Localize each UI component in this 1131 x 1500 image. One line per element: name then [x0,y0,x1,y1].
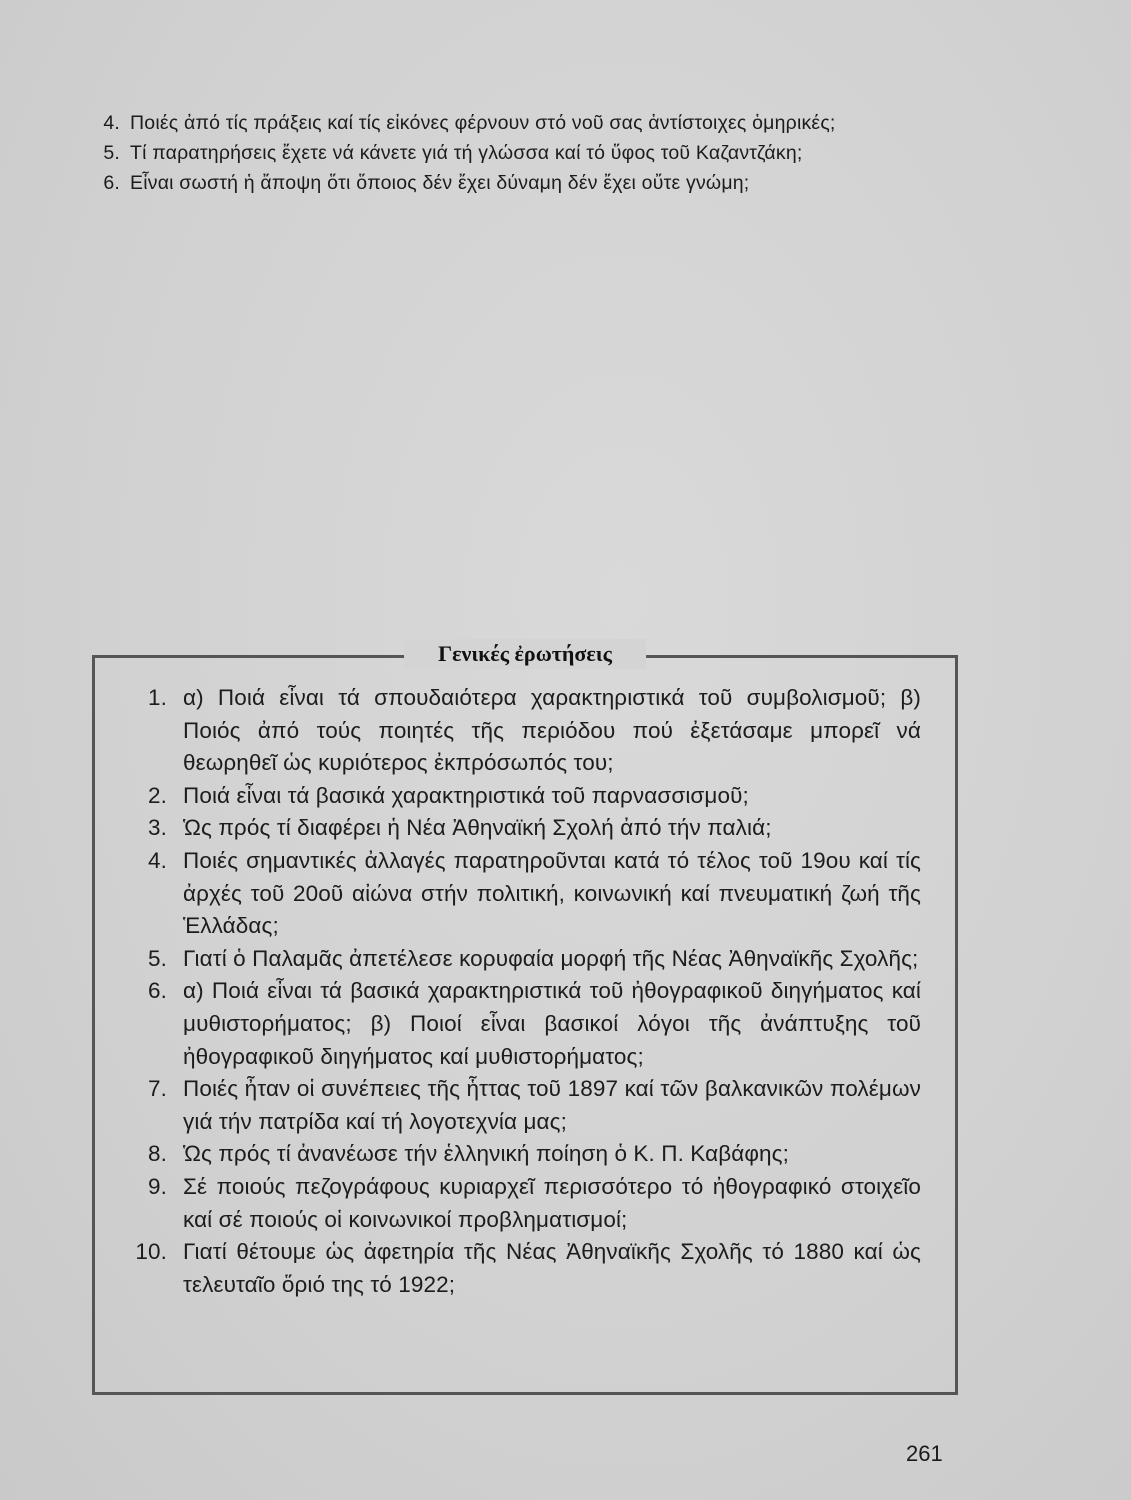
question-text: Ποιές σημαντικές ἀλλαγές παρατηροῦνται κατά τό τέλος τοῦ 19ου καί τίς ἀρχές τοῦ 20οῦ αἰώνα στήν πολιτική, κοινωνική καί πνευματική ζωή τῆς Ἑλλάδας; [183,847,921,939]
question-number: 7. [148,1076,167,1102]
general-question-list [131,682,921,1301]
question-text: α) Ποιά εἶναι τά βασικά χαρακτηριστικά τοῦ ἠθογραφικοῦ διηγήματος καί μυθιστορήματος; β) Ποιοί εἶναι βασικοί λόγοι τῆς ἀνάπτυξης τοῦ ἠθογραφικοῦ διηγήματος καί μυθιστορήματος; [183,978,921,1069]
question-text: Εἶναι σωστή ἡ ἄποψη ὅτι ὅποιος δέν ἔχει δύναμη δέν ἔχει οὔτε γνώμη; [130,172,750,194]
list-item [96,138,976,168]
question-text: Γιατί ὁ Παλαμᾶς ἀπετέλεσε κορυφαία μορφή τῆς Νέας Ἀθηναϊκῆς Σχολῆς; [183,945,919,971]
question-text: Σέ ποιούς πεζογράφους κυριαρχεῖ περισσότερο τό ἠθογραφικό στοιχεῖο καί σέ ποιούς οἱ κοινωνικοί προβληματισμοί; [183,1173,921,1232]
list-item [131,780,921,813]
list-item [131,1138,921,1171]
question-number: 10. [135,1239,167,1265]
list-item [131,975,921,1073]
list-item [131,682,921,780]
general-questions-box [92,641,958,1395]
question-number: 3. [148,815,167,841]
list-item [131,1236,921,1301]
question-number: 9. [148,1173,167,1199]
list-item [131,845,921,943]
question-text: Ποιές ἀπό τίς πράξεις καί τίς εἰκόνες φέρνουν στό νοῦ σας ἀντίστοιχες ὁμηρικές; [130,112,836,134]
question-text: Ὡς πρός τί ἀνανέωσε τήν ἑλληνική ποίηση ὁ Κ. Π. Καβάφης; [183,1141,789,1167]
question-text: Γιατί θέτουμε ὡς ἀφετηρία τῆς Νέας Ἀθηναϊκῆς Σχολῆς τό 1880 καί ὡς τελευταῖο ὅριό της τό 1922; [183,1239,921,1297]
question-number: 5. [103,142,120,164]
list-item [131,812,921,845]
list-item [131,1073,921,1138]
question-number: 8. [148,1141,167,1167]
top-question-list [96,108,976,198]
list-item [96,108,976,138]
section-title: Γενικές ἐρωτήσεις [404,639,646,669]
question-text: Ποιά εἶναι τά βασικά χαρακτηριστικά τοῦ παρνασσισμοῦ; [183,782,749,808]
question-text: Ὡς πρός τί διαφέρει ἡ Νέα Ἀθηναϊκή Σχολή ἀπό τήν παλιά; [183,815,772,841]
question-number: 1. [148,685,167,710]
page-number: 261 [906,1441,943,1466]
list-item [131,943,921,976]
question-number: 5. [148,945,167,971]
question-text: Ποιές ἦταν οἱ συνέπειες τῆς ἧττας τοῦ 1897 καί τῶν βαλκανικῶν πολέμων γιά τήν πατρίδα καί τή λογοτεχνία μας; [183,1076,921,1134]
question-number: 6. [148,978,167,1004]
question-number: 2. [148,782,167,808]
question-number: 4. [148,847,167,873]
question-number: 4. [103,112,120,134]
list-item [131,1171,921,1236]
question-text: α) Ποιά εἶναι τά σπουδαιότερα χαρακτηριστικά τοῦ συμβολισμοῦ; β) Ποιός ἀπό τούς ποιητές τῆς περιόδου πού ἐξετάσαμε μπορεῖ νά θεωρηθεῖ ὡς κυριότερος ἐκπρόσωπός του; [183,685,921,776]
question-number: 6. [103,172,120,194]
list-item [96,168,976,198]
question-text: Τί παρατηρήσεις ἔχετε νά κάνετε γιά τή γλώσσα καί τό ὕφος τοῦ Καζαντζάκη; [130,142,803,164]
